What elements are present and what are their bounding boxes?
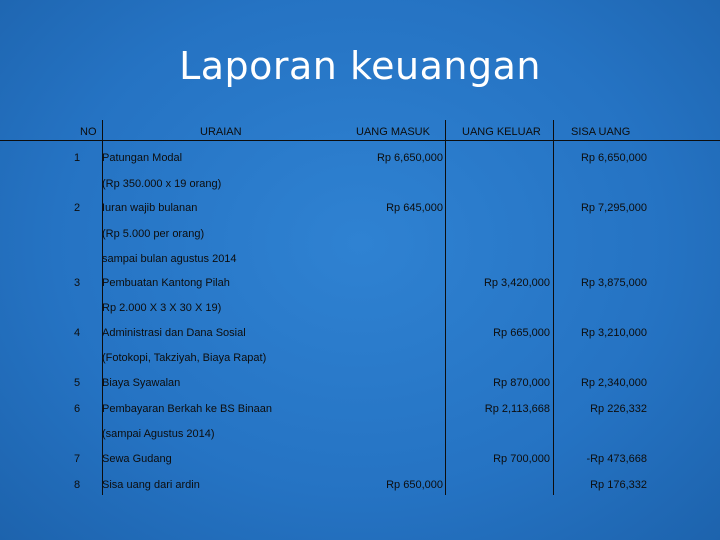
row-uang-keluar: Rp 870,000 <box>493 377 550 389</box>
row-no: 4 <box>74 327 81 339</box>
row-sisa-uang: Rp 176,332 <box>590 479 647 491</box>
row-uang-keluar: Rp 665,000 <box>493 327 550 339</box>
row-note: (Rp 5.000 per orang) <box>102 228 205 240</box>
row-sisa-uang: Rp 226,332 <box>590 403 647 415</box>
row-uraian: Iuran wajib bulanan <box>102 202 198 214</box>
row-uraian: Sewa Gudang <box>102 453 172 465</box>
row-sisa-uang: Rp 7,295,000 <box>580 202 647 214</box>
row-no: 7 <box>74 453 81 465</box>
row-divider <box>0 140 720 141</box>
row-sisa-uang: Rp 3,875,000 <box>580 277 647 289</box>
row-note: (sampai Agustus 2014) <box>102 428 215 440</box>
row-uraian: Pembayaran Berkah ke BS Binaan <box>102 403 272 415</box>
row-uang-keluar: Rp 2,113,668 <box>484 403 550 415</box>
row-uraian: Biaya Syawalan <box>102 377 181 389</box>
row-sisa-uang: Rp 3,210,000 <box>580 327 647 339</box>
row-note: Rp 2.000 X 3 X 30 X 19) <box>102 302 222 314</box>
row-uang-masuk: Rp 650,000 <box>386 479 443 491</box>
row-no: 6 <box>74 403 81 415</box>
row-sisa-uang: -Rp 473,668 <box>586 453 647 465</box>
row-no: 1 <box>74 152 81 164</box>
header-no: NO <box>80 126 97 138</box>
row-sisa-uang: Rp 6,650,000 <box>580 152 647 164</box>
column-divider <box>445 120 446 495</box>
header-uang-masuk: UANG MASUK <box>356 126 430 138</box>
row-note: (Rp 350.000 x 19 orang) <box>102 178 222 190</box>
row-uraian: Pembuatan Kantong Pilah <box>102 277 230 289</box>
row-note: (Fotokopi, Takziyah, Biaya Rapat) <box>102 352 267 364</box>
row-no: 5 <box>74 377 81 389</box>
row-note: sampai bulan agustus 2014 <box>102 253 237 265</box>
header-sisa-uang: SISA UANG <box>571 126 631 138</box>
row-uang-keluar: Rp 3,420,000 <box>483 277 550 289</box>
row-no: 8 <box>74 479 81 491</box>
row-uang-masuk: Rp 645,000 <box>386 202 443 214</box>
row-no: 2 <box>74 202 81 214</box>
row-uang-keluar: Rp 700,000 <box>493 453 550 465</box>
row-uang-masuk: Rp 6,650,000 <box>376 152 443 164</box>
header-uraian: URAIAN <box>200 126 242 138</box>
row-uraian: Sisa uang dari ardin <box>102 479 200 491</box>
column-divider <box>553 120 554 495</box>
header-uang-keluar: UANG KELUAR <box>462 126 541 138</box>
page-title: Laporan keuangan <box>179 44 541 88</box>
row-no: 3 <box>74 277 81 289</box>
row-sisa-uang: Rp 2,340,000 <box>580 377 647 389</box>
row-uraian: Patungan Modal <box>102 152 183 164</box>
row-uraian: Administrasi dan Dana Sosial <box>102 327 246 339</box>
